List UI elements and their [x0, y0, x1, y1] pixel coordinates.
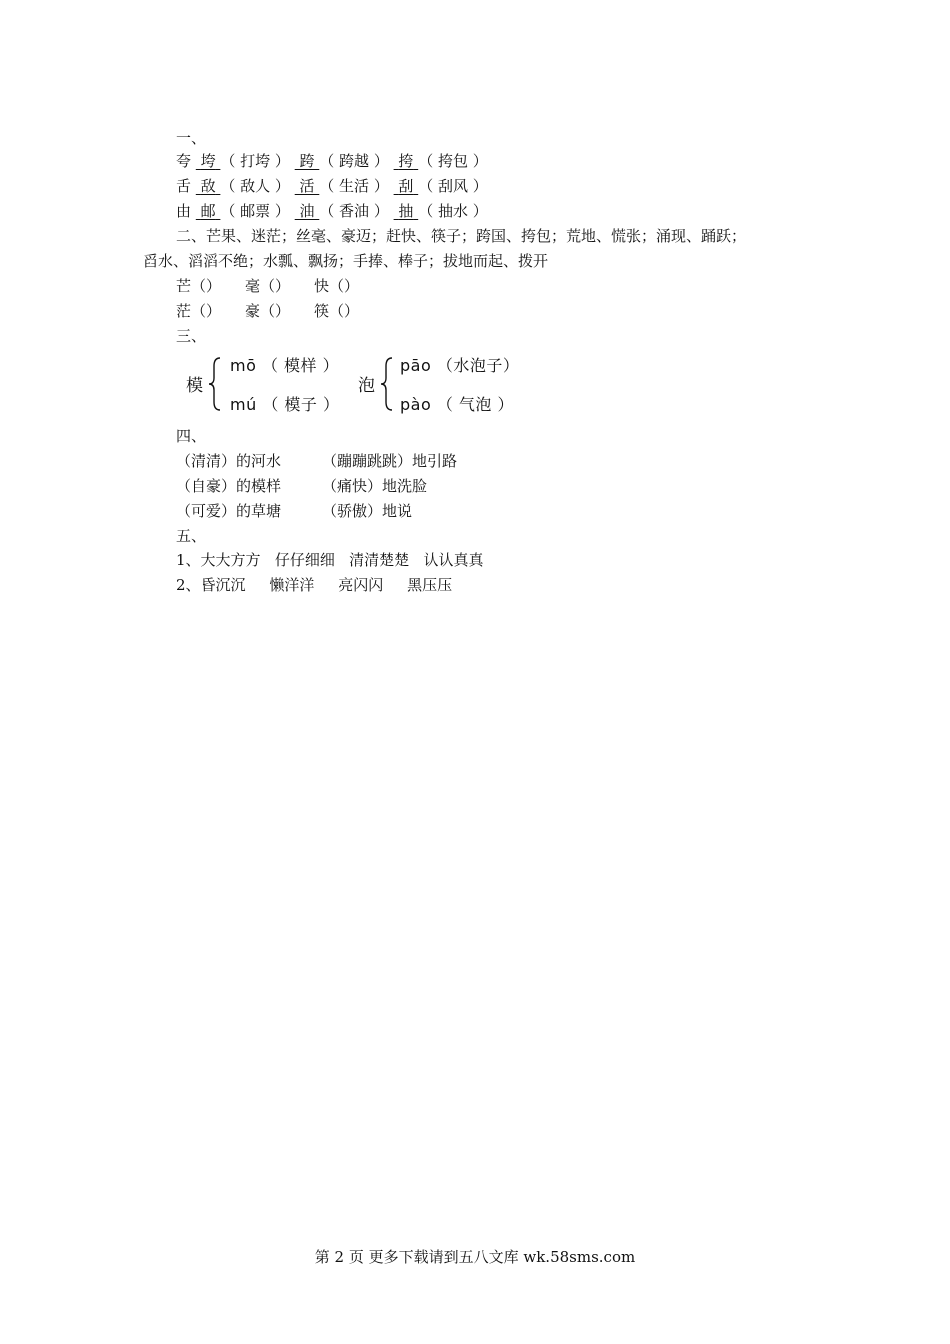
example-word: （ 跨越 ） [319, 152, 389, 170]
word-row [176, 151, 488, 171]
example-word: （ 挎包 ） [418, 152, 488, 170]
section-4-heading: 四、 [176, 427, 207, 445]
base-char: 由 [176, 202, 192, 220]
example-word: （ 打垮 ） [220, 152, 290, 170]
section-2-line-1: 二、芒果、迷茫；丝毫、豪迈；赶快、筷子；跨国、挎包；荒地、慌张；涌现、踊跃； [176, 227, 747, 245]
phrase-right: （骄傲）地说 [322, 502, 413, 520]
phrase-row [176, 501, 412, 521]
phrase-row [176, 451, 457, 471]
blank-item: 芒（） [176, 277, 222, 295]
derived-char: 挎 [398, 152, 414, 170]
section-2-line-2: 舀水、滔滔不绝；水瓢、飘扬；手捧、棒子；拔地而起、拨开 [143, 252, 549, 270]
polyphone-figure [186, 348, 546, 420]
pinyin-reading: mú （ 模子 ） [230, 395, 340, 414]
derived-char: 跨 [299, 152, 315, 170]
blank-item: 筷（） [314, 302, 360, 320]
blank-item: 茫（） [176, 302, 222, 320]
phrase-left: （可爱）的草塘 [176, 502, 282, 520]
example-word: （ 敌人 ） [220, 177, 290, 195]
example-word: （ 香油 ） [319, 202, 389, 220]
derived-char: 邮 [200, 202, 216, 220]
section-5-line-1: 1、大大方方 仔仔细细 清清楚楚 认认真真 [176, 551, 484, 569]
derived-char: 活 [299, 177, 315, 195]
derived-char: 油 [299, 202, 315, 220]
section-5-line-2: 2、昏沉沉 懒洋洋 亮闪闪 黑压压 [176, 576, 453, 594]
blank-item: 毫（） [245, 277, 291, 295]
example-word: （ 邮票 ） [220, 202, 290, 220]
section-3-heading: 三、 [176, 327, 207, 345]
phrase-row [176, 476, 427, 496]
pinyin-reading: pào （ 气泡 ） [400, 395, 515, 414]
phrase-left: （自豪）的模样 [176, 477, 282, 495]
derived-char: 敌 [200, 177, 216, 195]
polyphone-char-pao: 泡 [358, 376, 375, 396]
phrase-right: （蹦蹦跳跳）地引路 [322, 452, 458, 470]
pinyin-reading: mō （ 模样 ） [230, 356, 340, 375]
example-word: （ 抽水 ） [418, 202, 488, 220]
blank-row-2 [176, 301, 359, 321]
section-1-heading: 一、 [176, 129, 207, 147]
base-char: 舌 [176, 177, 192, 195]
derived-char: 刮 [398, 177, 414, 195]
example-word: （ 刮风 ） [418, 177, 488, 195]
brace-icon [208, 356, 222, 412]
phrase-right: （痛快）地洗脸 [322, 477, 428, 495]
section-5-heading: 五、 [176, 527, 207, 545]
polyphone-char-mo: 模 [186, 376, 203, 396]
word-row [176, 176, 488, 196]
blank-item: 豪（） [245, 302, 291, 320]
base-char: 夸 [176, 152, 192, 170]
blank-item: 快（） [314, 277, 360, 295]
derived-char: 垮 [200, 152, 216, 170]
blank-row-1 [176, 276, 359, 296]
page-footer: 第 2 页 更多下载请到五八文库 wk.58sms.com [314, 1248, 636, 1266]
phrase-left: （清清）的河水 [176, 452, 282, 470]
word-row [176, 201, 488, 221]
brace-icon [380, 356, 394, 412]
example-word: （ 生活 ） [319, 177, 389, 195]
pinyin-reading: pāo （水泡子） [400, 356, 520, 375]
derived-char: 抽 [398, 202, 414, 220]
